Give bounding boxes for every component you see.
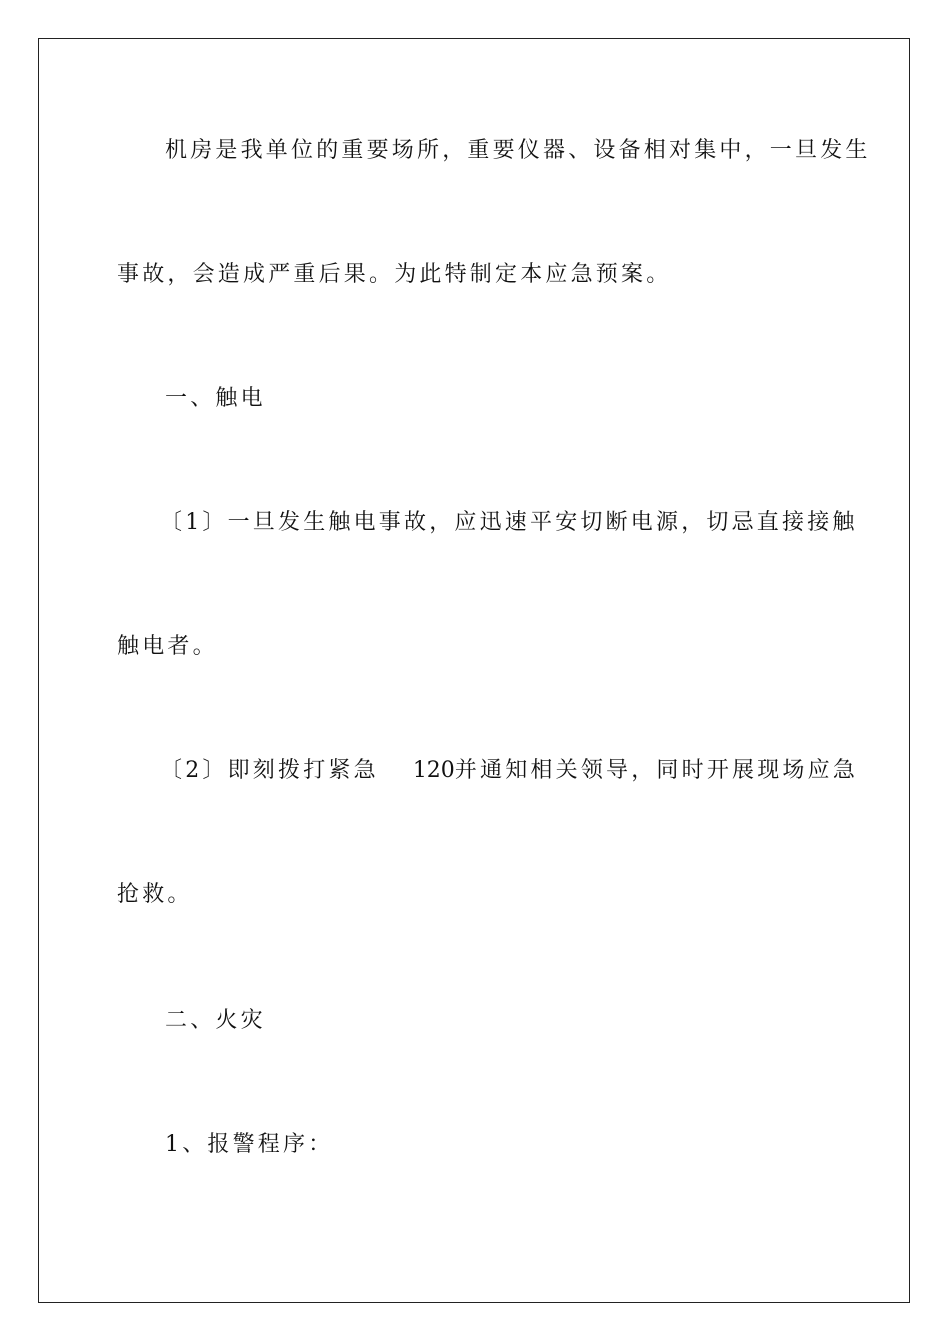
page-border xyxy=(38,38,910,1303)
shock-step-1-line-1: 〔1〕一旦发生触电事故，应迅速平安切断电源，切忌直接接触 xyxy=(160,510,858,535)
shock-step-1-line-2: 触电者。 xyxy=(117,634,218,659)
section-heading-electric-shock: 一、触电 xyxy=(165,386,266,411)
shock-step-2-text-a: 〔2〕即刻拨打紧急 xyxy=(160,758,379,783)
shock-step-2-line-2: 抢救。 xyxy=(117,882,193,907)
paragraph-intro-line-2: 事故，会造成严重后果。为此特制定本应急预案。 xyxy=(117,262,672,287)
fire-subheading-alarm-procedure: 1、报警程序： xyxy=(165,1132,334,1157)
section-heading-fire: 二、火灾 xyxy=(165,1008,266,1033)
emergency-number: 120 xyxy=(412,758,455,783)
shock-step-2-text-b: 并通知相关领导，同时开展现场应急 xyxy=(454,758,859,783)
shock-step-2-line-1 xyxy=(160,756,858,786)
paragraph-intro-line-1: 机房是我单位的重要场所，重要仪器、设备相对集中，一旦发生 xyxy=(165,138,871,163)
